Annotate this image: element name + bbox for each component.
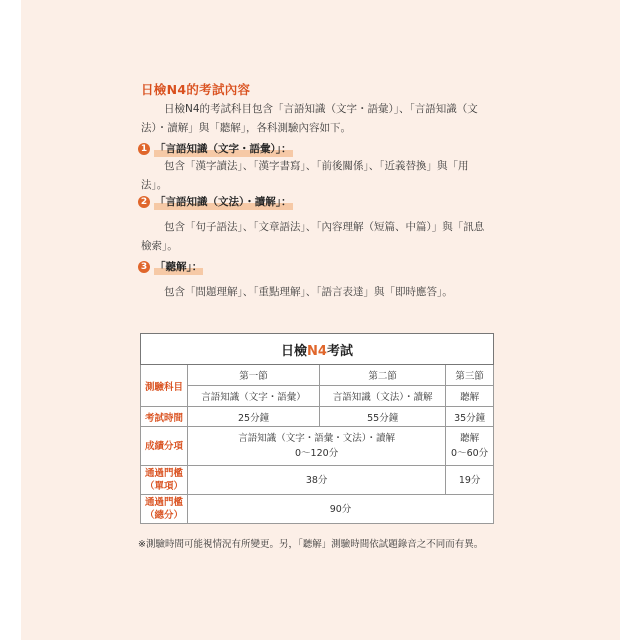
time-3: 35分鐘 xyxy=(446,407,494,427)
item-heading-2 xyxy=(138,194,293,210)
item-heading-3 xyxy=(138,259,203,275)
row-label-subjects: 測驗科目 xyxy=(141,365,188,407)
time-1: 25分鐘 xyxy=(188,407,320,427)
pass-b: 19分 xyxy=(446,466,494,495)
item-heading-1-text: 「言語知識（文字・語彙）」： xyxy=(155,143,292,155)
subject-1: 言語知識（文字・語彙） xyxy=(188,386,320,407)
number-badge-3: 3 xyxy=(138,261,150,273)
section-1-header: 第一節 xyxy=(188,365,320,386)
item-heading-3-text: 「聽解」： xyxy=(155,261,203,273)
exam-table xyxy=(140,333,494,524)
score-b xyxy=(446,427,494,466)
pass-a: 38分 xyxy=(188,466,446,495)
subject-2: 言語知識（文法）・讀解 xyxy=(320,386,446,407)
score-a-range: 0～120分 xyxy=(295,448,339,459)
section-3-header: 第三節 xyxy=(446,365,494,386)
footnote: ※測驗時間可能視情況有所變更。另，「聽解」測驗時間依試題錄音之不同而有異。 xyxy=(138,539,484,550)
row-label-score: 成績分項 xyxy=(141,427,188,466)
intro-paragraph: 日檢N4的考試科目包含「言語知識（文字・語彙）」、「言語知識（文法）・讀解」與「聽解」，各科測驗內容如下。 xyxy=(141,103,478,134)
score-b-name: 聽解 xyxy=(460,433,480,444)
section-2-header: 第二節 xyxy=(320,365,446,386)
score-a-name: 言語知識（文字・語彙・文法）・讀解 xyxy=(238,433,395,444)
item-body-2: 包含「句子語法」、「文章語法」、「內容理解（短篇、中篇）」與「訊息檢索」。 xyxy=(141,221,485,252)
number-badge-2: 2 xyxy=(138,196,150,208)
score-b-range: 0～60分 xyxy=(451,448,489,459)
pass-total: 90分 xyxy=(188,495,494,524)
item-heading-1 xyxy=(138,141,293,157)
section-title: 日檢N4的考試內容 xyxy=(141,82,251,97)
time-2: 55分鐘 xyxy=(320,407,446,427)
table-title: 日檢N4考試 xyxy=(141,334,494,365)
score-a xyxy=(188,427,446,466)
subject-3: 聽解 xyxy=(446,386,494,407)
item-body-3: 包含「問題理解」、「重點理解」、「語言表達」與「即時應答」。 xyxy=(164,286,453,298)
item-heading-2-text: 「言語知識（文法）・讀解」： xyxy=(155,196,292,208)
number-badge-1: 1 xyxy=(138,143,150,155)
item-body-1: 包含「漢字讀法」、「漢字書寫」、「前後關係」、「近義替換」與「用法」。 xyxy=(141,160,469,191)
row-label-pass-single: 通過門檻（單項） xyxy=(141,466,188,495)
row-label-time: 考試時間 xyxy=(141,407,188,427)
row-label-pass-total: 通過門檻（總分） xyxy=(141,495,188,524)
